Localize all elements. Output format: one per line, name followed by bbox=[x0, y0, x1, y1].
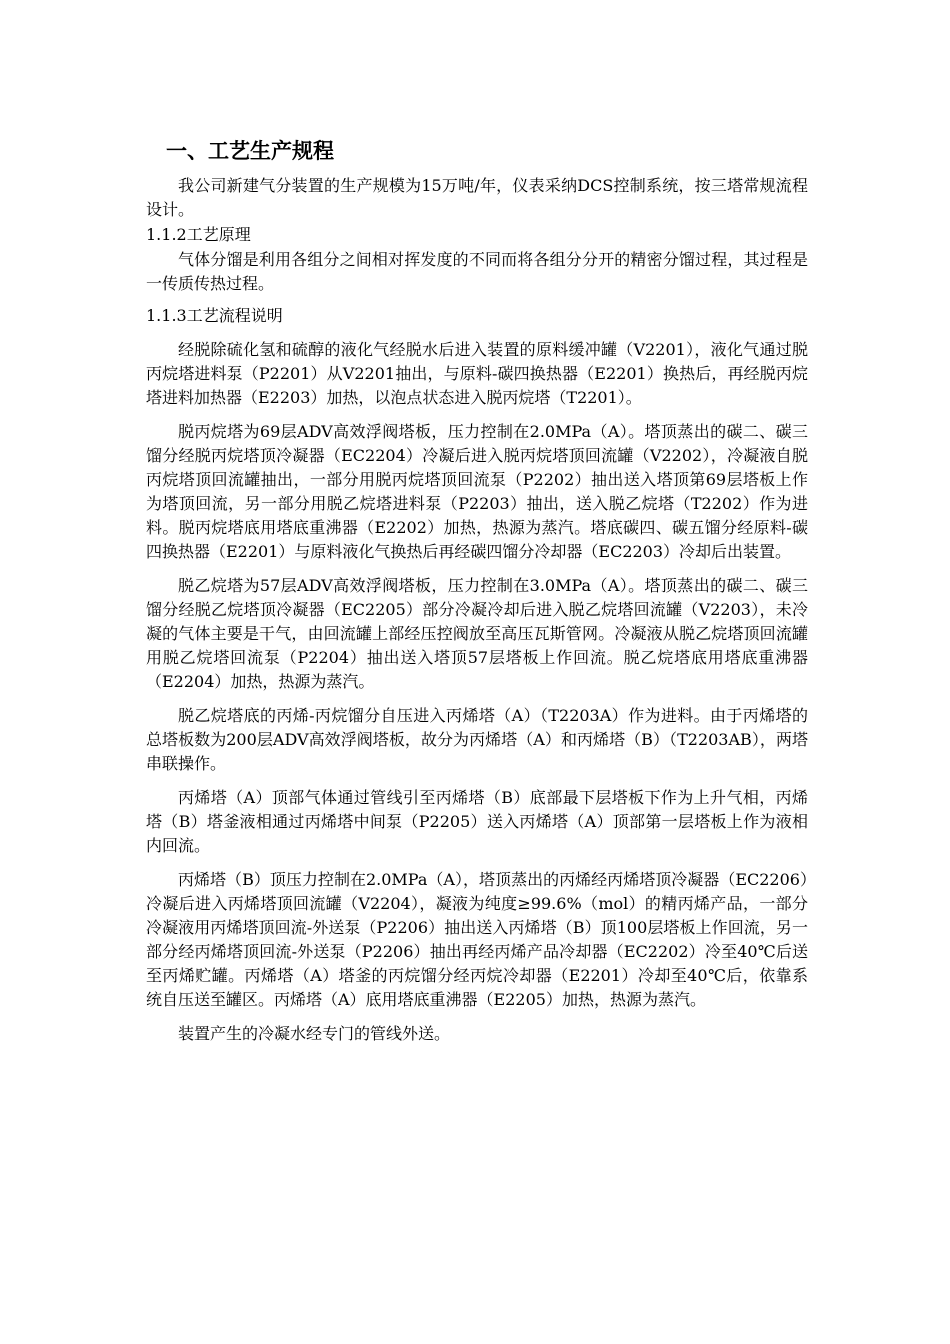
document-body bbox=[146, 174, 808, 1046]
subsection-title-process: 1.1.3工艺流程说明 bbox=[146, 306, 283, 325]
intro-paragraph: 我公司新建气分装置的生产规模为15万吨/年，仪表采纳DCS控制系统，按三塔常规流程设计。 bbox=[146, 176, 808, 219]
principle-paragraph: 气体分馏是利用各组分之间相对挥发度的不同而将各组分分开的精密分馏过程，其过程是一传质传热过程。 bbox=[146, 250, 808, 293]
process-paragraph-3: 脱乙烷塔为57层ADV高效浮阀塔板，压力控制在3.0MPa（A）。塔顶蒸出的碳二、碳三馏分经脱乙烷塔顶冷凝器（EC2205）部分冷凝冷却后进入脱乙烷塔回流罐（V2203），未冷凝的气体主要是干气，由回流罐上部经压控阀放至高压瓦斯管网。冷凝液从脱乙烷塔顶回流罐用脱乙烷塔回流泵（P2204）抽出送入塔顶57层塔板上作回流。脱乙烷塔底用塔底重沸器（E2204）加热，热源为蒸汽。 bbox=[146, 576, 808, 691]
process-paragraph-4: 脱乙烷塔底的丙烯-丙烷馏分自压进入丙烯塔（A）（T2203A）作为进料。由于丙烯塔的总塔板数为200层ADV高效浮阀塔板，故分为丙烯塔（A）和丙烯塔（B）（T2203AB），两塔串联操作。 bbox=[146, 706, 808, 773]
process-paragraph-6: 丙烯塔（B）顶压力控制在2.0MPa（A），塔顶蒸出的丙烯经丙烯塔顶冷凝器（EC2206）冷凝后进入丙烯塔顶回流罐（V2204），凝液为纯度≥99.6%（mol）的精丙烯产品，一部分冷凝液用丙烯塔顶回流-外送泵（P2206）抽出送入丙烯塔（B）顶100层塔板上作回流，另一部分经丙烯塔顶回流-外送泵（P2206）抽出再经丙烯产品冷却器（EC2202）冷至40℃后送至丙烯贮罐。丙烯塔（A）塔釜的丙烷馏分经丙烷冷却器（E2201）冷却至40℃后，依靠系统自压送至罐区。丙烯塔（A）底用塔底重沸器（E2205）加热，热源为蒸汽。 bbox=[146, 870, 808, 1009]
process-paragraph-7: 装置产生的冷凝水经专门的管线外送。 bbox=[178, 1024, 451, 1043]
subsection-title-principle: 1.1.2工艺原理 bbox=[146, 225, 251, 244]
process-paragraph-1: 经脱除硫化氢和硫醇的液化气经脱水后进入装置的原料缓冲罐（V2201），液化气通过脱丙烷塔进料泵（P2201）从V2201抽出，与原料-碳四换热器（E2201）换热后，再经脱丙烷塔进料加热器（E2203）加热，以泡点状态进入脱丙烷塔（T2201）。 bbox=[146, 340, 808, 407]
section-heading: 一、工艺生产规程 bbox=[166, 139, 334, 163]
process-paragraph-2: 脱丙烷塔为69层ADV高效浮阀塔板，压力控制在2.0MPa（A）。塔顶蒸出的碳二、碳三馏分经脱丙烷塔顶冷凝器（EC2204）冷凝后进入脱丙烷塔顶回流罐（V2202），冷凝液自脱丙烷塔顶回流罐抽出，一部分用脱丙烷塔顶回流泵（P2202）抽出送入塔顶第69层塔板上作为塔顶回流，另一部分用脱乙烷塔进料泵（P2203）抽出，送入脱乙烷塔（T2202）作为进料。脱丙烷塔底用塔底重沸器（E2202）加热，热源为蒸汽。塔底碳四、碳五馏分经原料-碳四换热器（E2201）与原料液化气换热后再经碳四馏分冷却器（EC2203）冷却后出装置。 bbox=[146, 422, 808, 561]
process-paragraph-5: 丙烯塔（A）顶部气体通过管线引至丙烯塔（B）底部最下层塔板下作为上升气相，丙烯塔（B）塔釜液相通过丙烯塔中间泵（P2205）送入丙烯塔（A）顶部第一层塔板上作为液相内回流。 bbox=[146, 788, 808, 855]
